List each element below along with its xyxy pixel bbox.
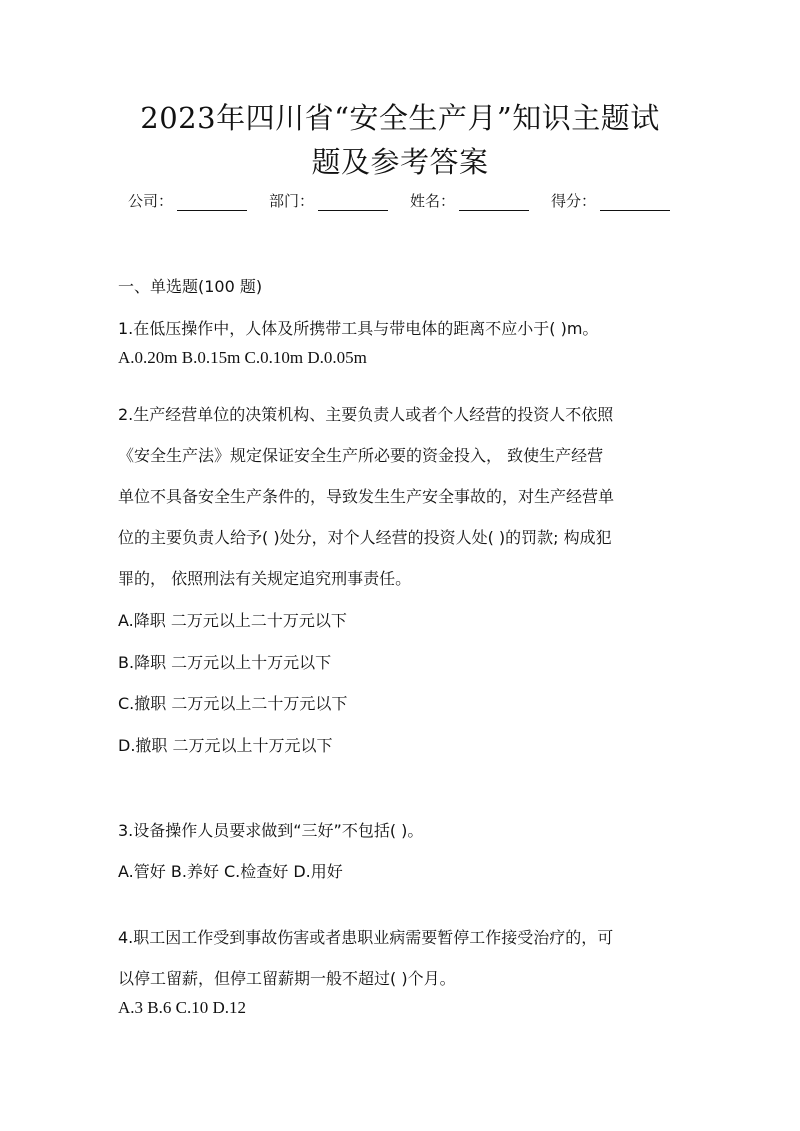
q2-stem-line-4: 位的主要负责人给予( )处分，对个人经营的投资人处( )的罚款; 构成犯 [118,528,612,547]
score-label: 得分： [551,192,597,210]
section-heading: 一、单选题(100 题) [118,277,263,296]
q2-stem-line-3: 单位不具备安全生产条件的，导致发生生产安全事故的，对生产经营单 [118,487,615,506]
q2-stem-line-2: 《安全生产法》规定保证安全生产所必要的资金投入， 致使生产经营 [118,446,604,465]
q2-stem-line-5: 罪的， 依照刑法有关规定追究刑事责任。 [118,569,412,588]
score-blank[interactable] [600,196,670,211]
name-blank[interactable] [459,196,529,211]
score-field[interactable] [551,190,670,211]
document-title [100,96,700,184]
q4-stem-line-1: 4.职工因工作受到事故伤害或者患职业病需要暂停工作接受治疗的，可 [118,928,614,947]
q4-options: A.3 B.6 C.10 D.12 [118,998,246,1017]
q2-option-a: A.降职 二万元以上二十万元以下 [118,611,347,630]
header-fields [128,190,688,211]
name-label: 姓名： [410,192,456,210]
company-label: 公司： [128,192,174,210]
q2-option-b: B.降职 二万元以上十万元以下 [118,653,332,672]
q2-option-c: C.撤职 二万元以上二十万元以下 [118,694,348,713]
company-blank[interactable] [177,196,247,211]
q2-option-d: D.撤职 二万元以上十万元以下 [118,736,333,755]
department-label: 部门： [269,192,315,210]
department-blank[interactable] [318,196,388,211]
q1-stem: 1.在低压操作中，人体及所携带工具与带电体的距离不应小于( )m。 [118,319,599,338]
company-field[interactable] [128,190,247,211]
q2-stem-line-1: 2.生产经营单位的决策机构、主要负责人或者个人经营的投资人不依照 [118,405,614,424]
q4-stem-line-2: 以停工留薪，但停工留薪期一般不超过( )个月。 [118,969,456,988]
q1-options: A.0.20m B.0.15m C.0.10m D.0.05m [118,348,367,367]
name-field[interactable] [410,190,529,211]
department-field[interactable] [269,190,388,211]
q3-options: A.管好 B.养好 C.检查好 D.用好 [118,862,343,881]
title-line-2: 题及参考答案 [311,145,489,179]
title-line-1: 2023年四川省“安全生产月”知识主题试 [140,101,660,135]
q3-stem: 3.设备操作人员要求做到“三好”不包括( )。 [118,821,424,840]
